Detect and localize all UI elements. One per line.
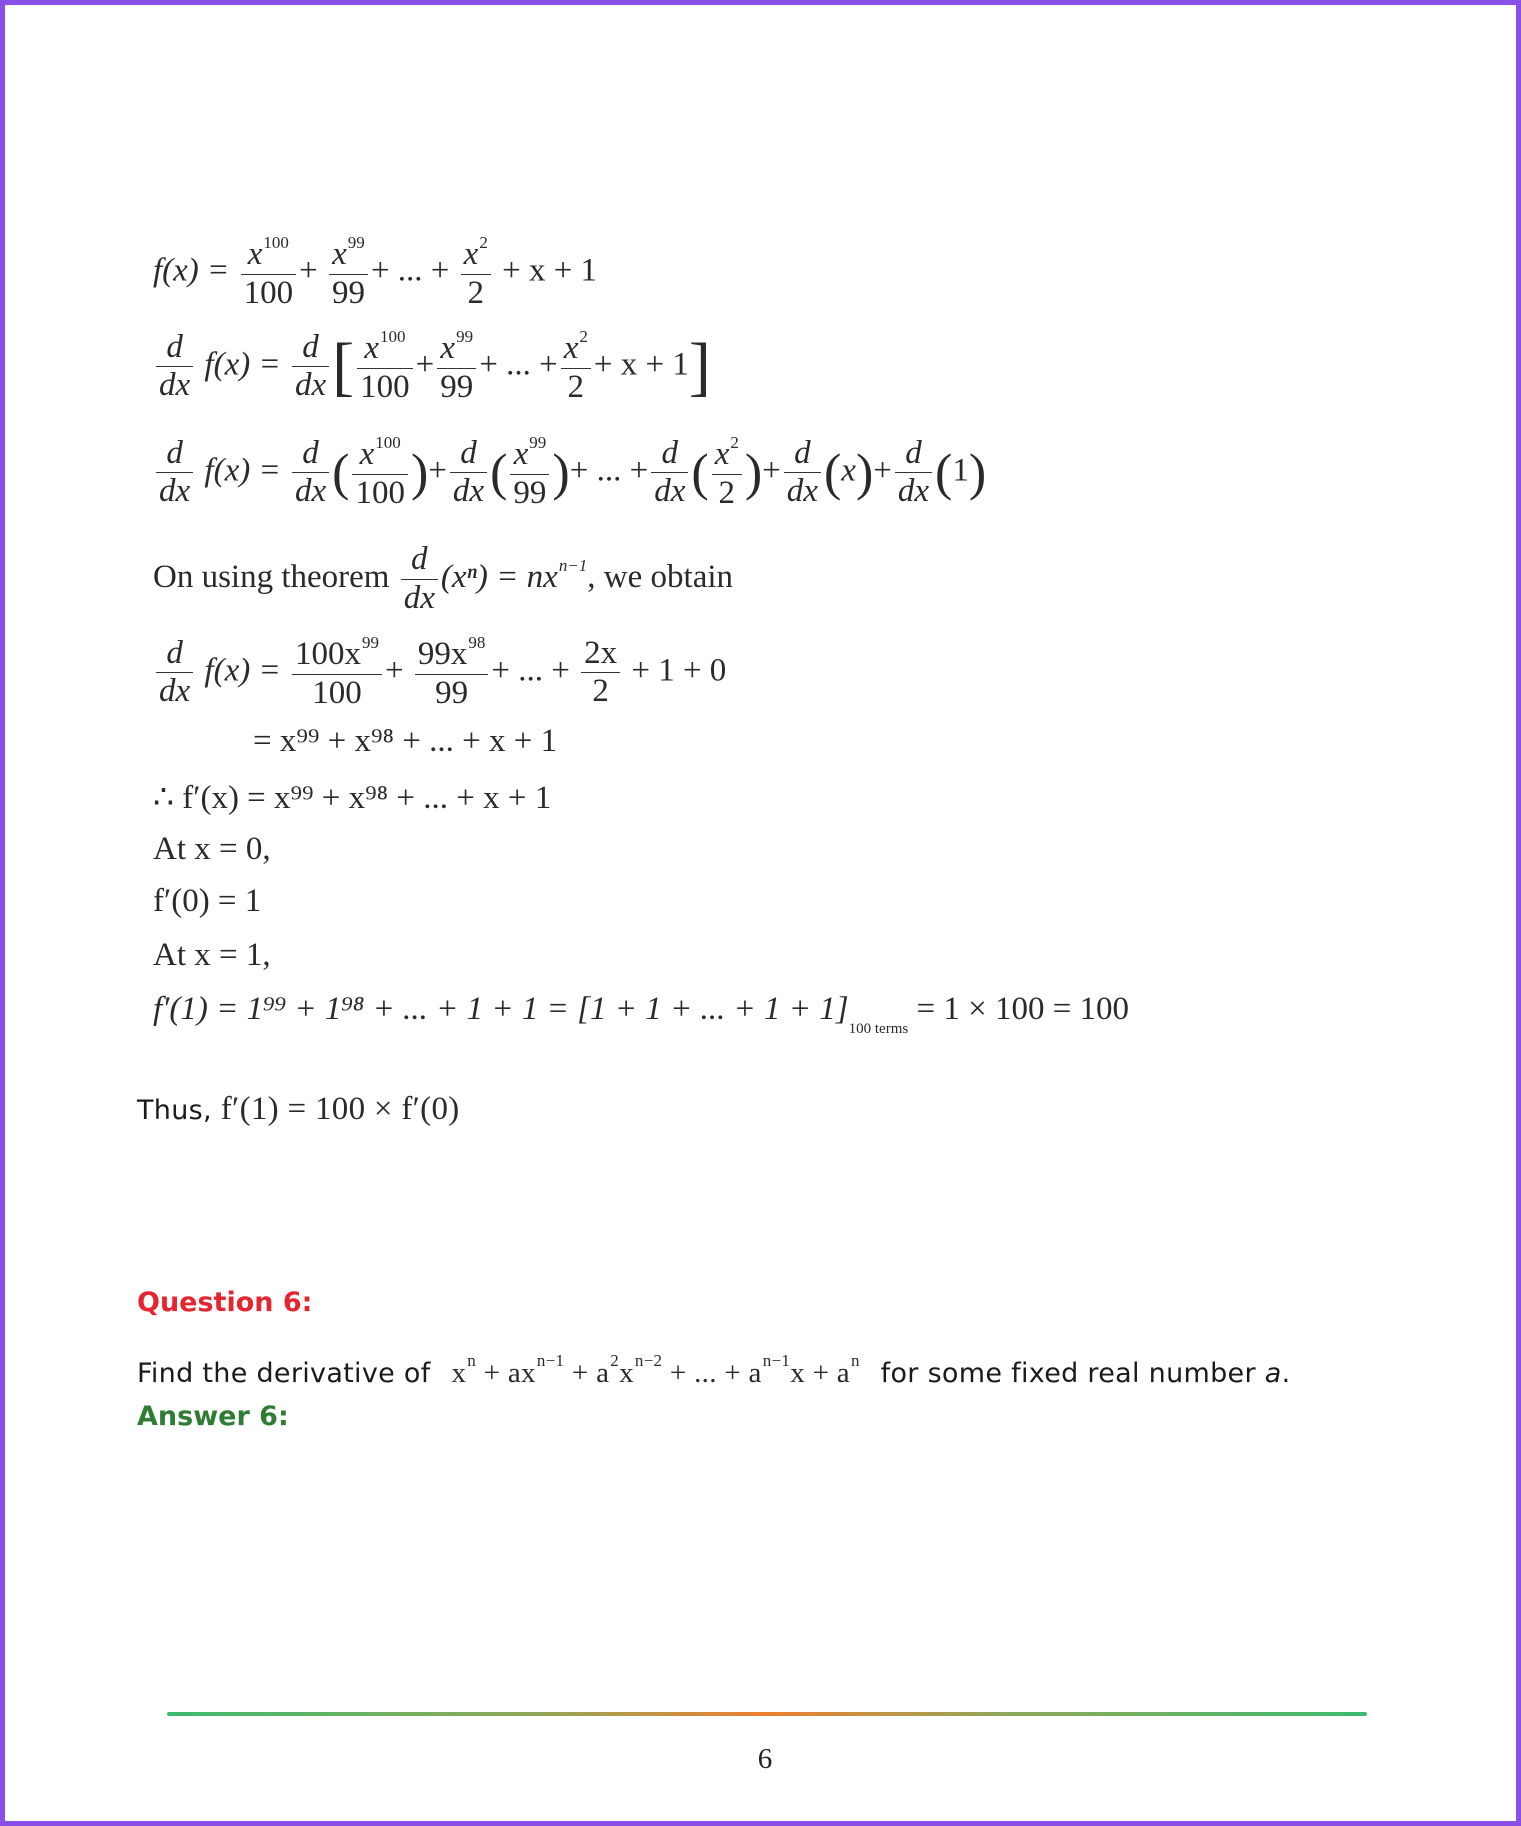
eq3-lhs: f(x) = [204, 452, 281, 489]
eq1-frac-3: $\frac{x^2}{2}$ [461, 233, 491, 313]
eq2-lhs: f(x) = [204, 346, 281, 383]
label-at-x-0: At x = 0, [153, 831, 271, 867]
eq2-d-dx-right: $\frac{d}{dx}$ [292, 329, 329, 406]
theorem-suffix: , we obtain [587, 559, 734, 596]
equation-linearity-of-derivative: $\frac{d}{dx}$ f(x) = $\frac{d}{dx}$ ( $\frac{x^{100}}{100}$ )+ $\frac{d}{dx}$ ( $\frac{x^{99}}{99}$ )+ ... + $\frac{d}{dx}$ ( $\frac{x^2}{2}$ )+ $\frac{d}{dx}$ (x)+ $\frac{d}{dx}$ (1) [153, 433, 986, 513]
label-at-x-1: At x = 1, [153, 937, 271, 973]
eq1-lhs: f(x) = [153, 252, 230, 289]
conclusion [137, 1091, 460, 1128]
eq1-tail: + x + 1 [502, 252, 598, 289]
eq4-frac-2: $\frac{99x^{98}}{99}$ [415, 633, 489, 713]
question-prefix: Find the derivative of [137, 1358, 431, 1389]
equation-f-prime-1: f′(1) = 1⁹⁹ + 1⁹⁸ + ... + 1 + 1 = [1 + 1 + ... + $1 + 1]_{100 terms} = 1 \times 100 = 100$ [153, 991, 1130, 1037]
eq4-frac-1: $\frac{100x^{99}}{100}$ [292, 633, 382, 713]
equation-derivative-result: ∴ f′(x) = x⁹⁹ + x⁹⁸ + ... + x + 1 [153, 780, 552, 816]
eq4-frac-3: $\frac{2x}{2}$ [581, 635, 620, 712]
eq2-frac-2: $\frac{x^{99}}{99}$ [437, 327, 476, 407]
conclusion-prefix: Thus, [137, 1095, 212, 1126]
answer-heading: Answer 6: [137, 1401, 289, 1432]
page-number: 6 [757, 1743, 773, 1775]
question-variable: a [1264, 1358, 1282, 1389]
equation-differentiate-both-sides: $\frac{d}{dx}$ f(x) = $\frac{d}{dx}$ [ $\frac{x^{100}}{100}$ + $\frac{x^{99}}{99}$ + ... + $\frac{x^2}{2}$ + x + 1] [153, 327, 711, 407]
eq2-d-dx-left: $\frac{d}{dx}$ [156, 329, 193, 406]
eq2-frac-3: $\frac{x^2}{2}$ [561, 327, 591, 407]
question-heading: Question 6: [137, 1287, 313, 1318]
equation-simplified: = x⁹⁹ + x⁹⁸ + ... + x + 1 [253, 723, 558, 759]
eq1-frac-2: $\frac{x^{99}}{99}$ [329, 233, 368, 313]
eq1-frac-1: $\frac{x^{100}}{100}$ [241, 233, 297, 313]
eq2-frac-1: $\frac{x^{100}}{100}$ [357, 327, 413, 407]
theorem-formula: (xⁿ) = nx [440, 559, 558, 596]
theorem-line: On using theorem $\frac{d}{dx}$ $(x^n) = nx^{n-1}$, we obtain [153, 541, 734, 616]
conclusion-formula: f′(1) = 100 × f′(0) [220, 1091, 460, 1127]
footer-divider [167, 1711, 1367, 1717]
question-formula: $x^n + ax^{n-1} + a^2x^{n-2}$ + ... + $a^{n-1}x + a^n$ [451, 1351, 860, 1389]
question-text: Find the derivative of $x^n + ax^{n-1} + a^2x^{n-2}$ + ... + $a^{n-1}x + a^n$ for some fixed real number a. [137, 1351, 1291, 1389]
equation-function-definition: f(x) = $\frac{x^{100}}{100}$ + $\frac{x^{99}}{99}$ + ... + $\frac{x^2}{2}$ + x + 1 [153, 233, 598, 311]
question-suffix: for some fixed real number [880, 1358, 1256, 1389]
equation-f-prime-0: f′(0) = 1 [153, 883, 262, 919]
eq4-tail: + 1 + 0 [631, 652, 727, 689]
theorem-prefix: On using theorem [153, 559, 390, 596]
equation-apply-power-rule: $\frac{d}{dx}$ f(x) = $\frac{100x^{99}}{100}$ + $\frac{99x^{98}}{99}$ + ... + $\frac{2x}{2}$ + 1 + 0 [153, 633, 726, 713]
theorem-d-dx: $\frac{d}{dx}$ [401, 541, 438, 618]
